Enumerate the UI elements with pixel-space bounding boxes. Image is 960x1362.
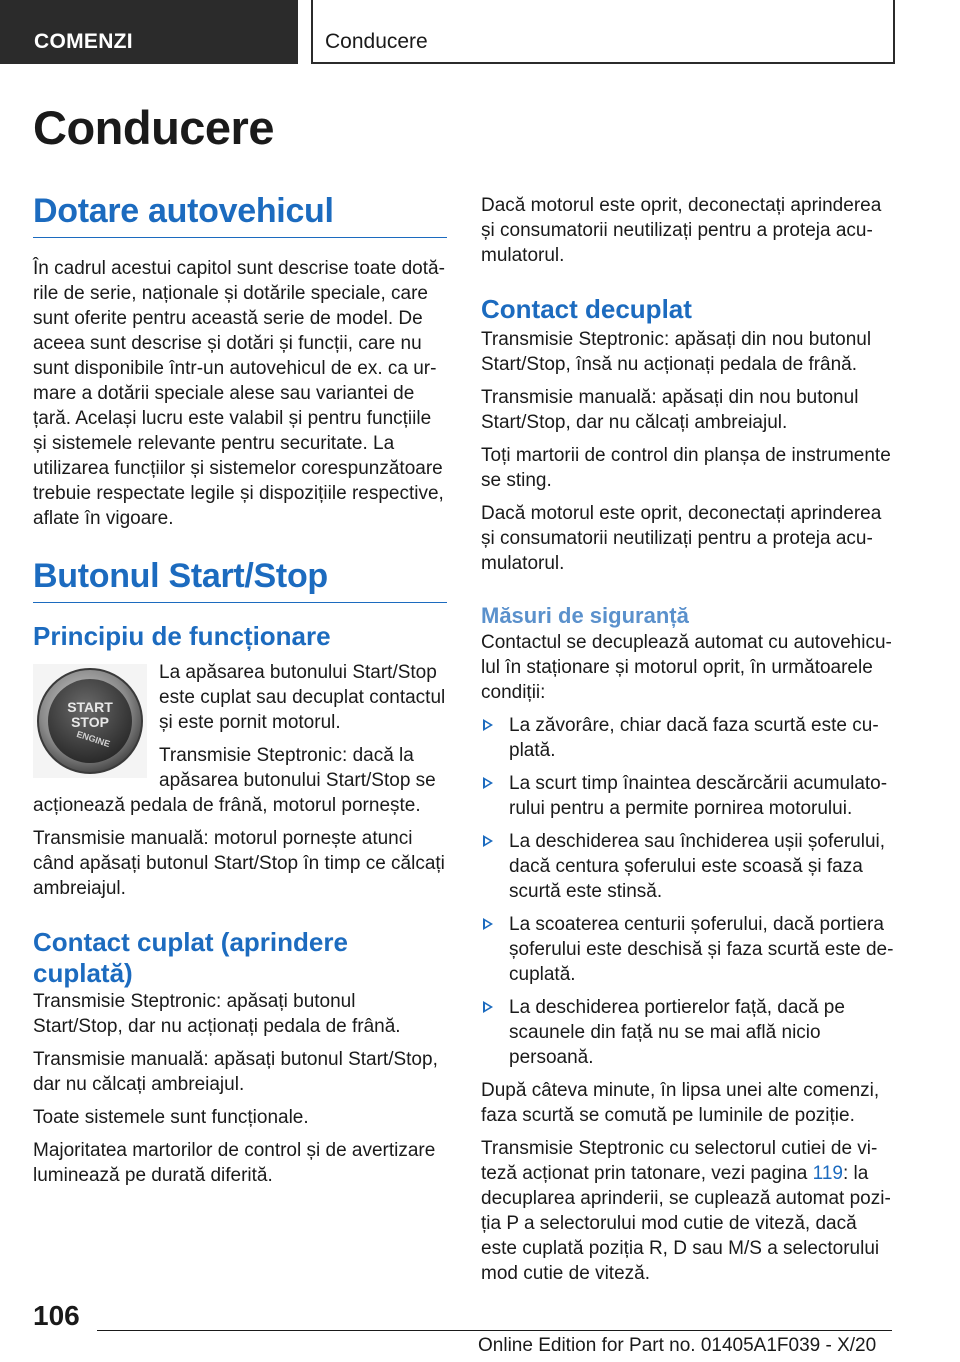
cuplat-p1: Transmisie Steptronic: apăsați butonul Start/Stop, dar nu acționați pedala de frână. — [33, 991, 401, 1037]
principiu-p1: La apăsarea butonului Start/Stop este cuplat sau decuplat contactul și este pornit motorul. — [159, 662, 446, 733]
decuplat-p1: Transmisie Steptronic: apăsați din nou butonul Start/Stop, însă nu acționați pedala de frână. — [481, 329, 872, 375]
heading-dotare: Dotare autovehicul — [33, 192, 447, 238]
button-label-stop: STOP — [71, 714, 109, 730]
list-item: La deschiderea sau închiderea ușii șoferului, dacă centura șoferului este scoasă și faza scurtă este stinsă. — [481, 829, 895, 904]
masuri-last: Transmisie Steptronic cu selectorul cutiei de viteză acționat prin tatonare, vezi pagina 119: la decuplarea aprinderii, se cuplează automat poziția P a selectorului mod cutie de viteză, dacă este cuplată poziția R, D sau M/S a selectorului mod cutie de viteză. — [481, 1138, 891, 1284]
list-item: La zăvorâre, chiar dacă faza scurtă este cuplată. — [481, 713, 895, 763]
section-tab: COMENZI — [0, 0, 298, 64]
list-item: La scoaterea centurii șoferului, dacă portiera șoferului este deschisă și faza scurtă este decuplată. — [481, 912, 895, 987]
left-column — [33, 192, 447, 1188]
footer-divider — [97, 1330, 892, 1331]
triangle-bullet-icon — [483, 918, 493, 930]
cuplat-p3: Toate sistemele sunt funcționale. — [33, 1107, 309, 1128]
list-item: La scurt timp înaintea descărcării acumulatorului pentru a permite pornirea motorului. — [481, 771, 895, 821]
start-stop-button-image — [33, 664, 147, 778]
page-link-119[interactable]: 119 — [812, 1163, 843, 1184]
page-title: Conducere — [33, 101, 274, 154]
right-column — [481, 193, 895, 1286]
masuri-intro: Contactul se decuplează automat cu autovehiculul în staționare și motorul oprit, în următoarele condiții: — [481, 632, 892, 703]
page-number: 106 — [33, 1300, 80, 1331]
button-label-start: START — [67, 699, 113, 715]
right-intro: Dacă motorul este oprit, deconectați aprinderea și consumatorii neutilizați pentru a proteja acumulatorul. — [481, 195, 882, 266]
chapter-tab: Conducere — [311, 0, 895, 64]
triangle-bullet-icon — [483, 777, 493, 789]
triangle-bullet-icon — [483, 719, 493, 731]
button-label-engine: ENGINE — [75, 728, 112, 750]
heading-contact-decuplat: Contact decuplat — [481, 294, 692, 324]
principiu-p3: Transmisie manuală: motorul pornește atunci când apăsați butonul Start/Stop în timp ce călcați ambreiajul. — [33, 828, 445, 899]
triangle-bullet-icon — [483, 1001, 493, 1013]
decuplat-p3: Toți martorii de control din planșa de instrumente se sting. — [481, 445, 891, 491]
heading-masuri: Măsuri de siguranță — [481, 603, 689, 628]
footer-edition: Online Edition for Part no. 01405A1F039 - X/20 — [478, 1335, 877, 1356]
triangle-bullet-icon — [483, 835, 493, 847]
cuplat-p2: Transmisie manuală: apăsați butonul Start/Stop, dar nu călcați ambreiajul. — [33, 1049, 438, 1095]
start-stop-button-icon — [33, 664, 147, 778]
masuri-list — [481, 713, 895, 1070]
principiu-p2: Transmisie Steptronic: dacă la apăsarea butonului Start/Stop se acționează pedala de frână, motorul pornește. — [33, 745, 436, 816]
decuplat-p4: Dacă motorul este oprit, deconectați aprinderea și consumatorii neutilizați pentru a proteja acumulatorul. — [481, 503, 882, 574]
list-item: La deschiderea portierelor față, dacă pe scaunele din față nu se mai află nicio persoană. — [481, 995, 895, 1070]
masuri-after: După câteva minute, în lipsa unei alte comenzi, faza scurtă se comută pe luminile de poziție. — [481, 1080, 880, 1126]
decuplat-p2: Transmisie manuală: apăsați din nou butonul Start/Stop, dar nu călcați ambreiajul. — [481, 387, 859, 433]
dotare-body: În cadrul acestui capitol sunt descrise toate dotările de serie, naționale și dotările speciale, care sunt oferite pentru această serie de model. De aceea sunt descrise și dotări și funcții, care nu sunt disponibile într-un autovehicul de ex. ca urmare a dotării speciale alese sau variantei de țară. Același lucru este valabil și pentru funcțiile și sistemele relevante pentru securitate. La utilizarea funcțiilor și sistemelor corespunzătoare trebuie respectate legile și dispozițiile respective, aflate în vigoare. — [33, 258, 445, 529]
cuplat-p4: Majoritatea martorilor de control și de avertizare luminează pe durată diferită. — [33, 1140, 436, 1186]
heading-buton: Butonul Start/Stop — [33, 557, 447, 603]
heading-principiu: Principiu de funcționare — [33, 621, 331, 651]
heading-contact-cuplat: Contact cuplat (aprindere cuplată) — [33, 927, 348, 988]
